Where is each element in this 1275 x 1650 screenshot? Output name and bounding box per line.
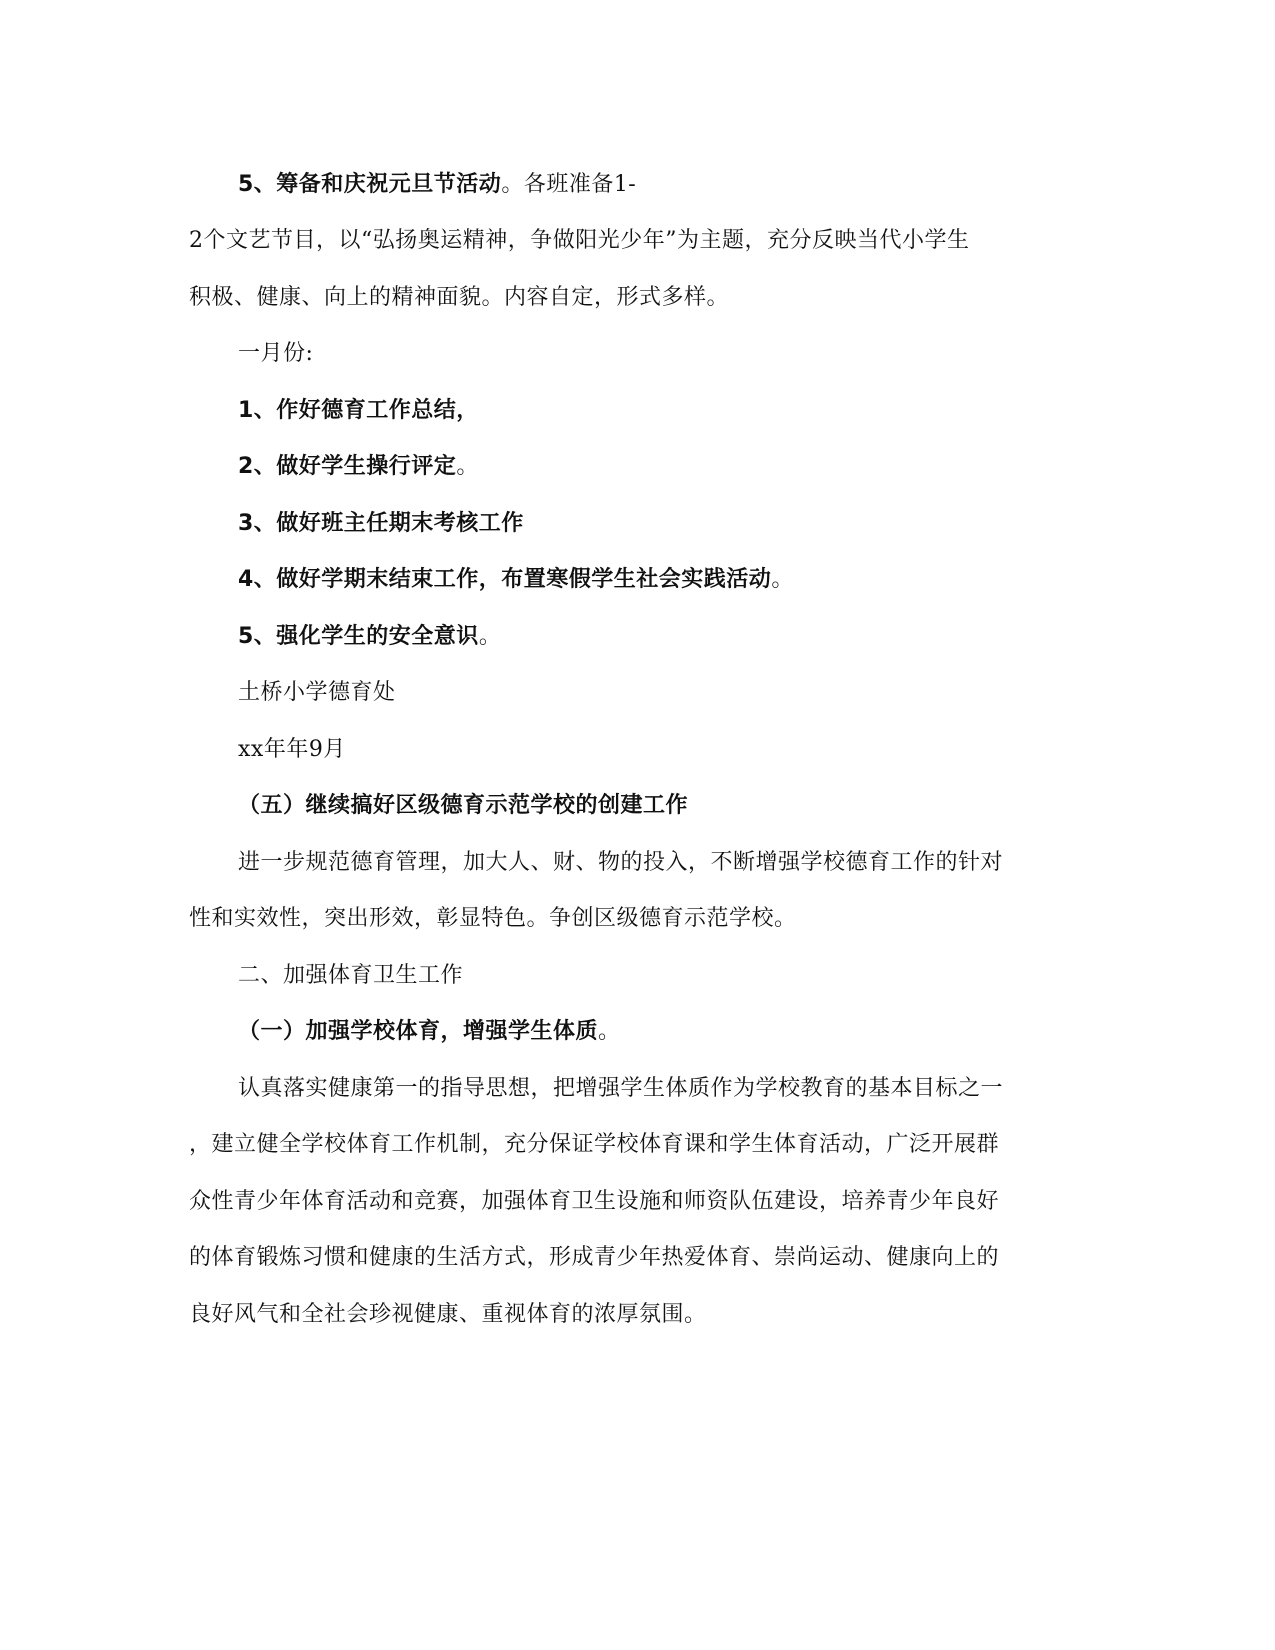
january-item-4-text: 4、做好学期末结束工作，布置寒假学生社会实践活动 bbox=[238, 567, 772, 592]
newyear-item-title: 5、筹备和庆祝元旦节活动 bbox=[238, 172, 502, 197]
january-item-5 bbox=[238, 622, 501, 652]
part-2-paragraph-line-2: ，建立健全学校体育工作机制，充分保证学校体育课和学生体育活动，广泛开展群 bbox=[189, 1132, 1000, 1157]
newyear-item-text: 。各班准备1- bbox=[501, 172, 637, 197]
part-2-heading: 二、加强体育卫生工作 bbox=[238, 963, 464, 988]
january-item-2-text: 2、做好学生操行评定 bbox=[238, 454, 457, 479]
newyear-item-line bbox=[238, 170, 636, 200]
newyear-item-continuation-2: 积极、健康、向上的精神面貌。内容自定，形式多样。 bbox=[189, 285, 730, 310]
january-item-2 bbox=[238, 452, 479, 482]
january-item-4-punct: 。 bbox=[771, 567, 794, 592]
part-2-paragraph-line-3: 众性青少年体育活动和竞赛，加强体育卫生设施和师资队伍建设，培养青少年良好 bbox=[189, 1189, 1000, 1214]
newyear-item-continuation-1: 2个文艺节目，以“弘扬奥运精神，争做阳光少年”为主题，充分反映当代小学生 bbox=[189, 228, 970, 253]
january-item-5-punct: 。 bbox=[478, 624, 502, 649]
signature-date: xx年年9月 bbox=[238, 737, 346, 762]
section-5-paragraph-line-2: 性和实效性，突出形效，彰显特色。争创区级德育示范学校。 bbox=[189, 906, 797, 931]
part-2-subheading-1-text: （一）加强学校体育，增强学生体质 bbox=[238, 1019, 599, 1044]
section-5-heading: （五）继续搞好区级德育示范学校的创建工作 bbox=[238, 793, 689, 818]
january-item-3: 3、做好班主任期末考核工作 bbox=[238, 511, 524, 536]
part-2-paragraph-line-4: 的体育锻炼习惯和健康的生活方式，形成青少年热爱体育、崇尚运动、健康向上的 bbox=[189, 1245, 1000, 1270]
part-2-subheading-1 bbox=[238, 1017, 621, 1047]
section-5-paragraph-line-1: 进一步规范德育管理，加大人、财、物的投入，不断增强学校德育工作的针对 bbox=[238, 850, 1004, 875]
january-item-4 bbox=[238, 565, 794, 595]
january-item-1: 1、作好德育工作总结， bbox=[238, 398, 479, 423]
part-2-paragraph-line-5: 良好风气和全社会珍视健康、重视体育的浓厚氛围。 bbox=[189, 1302, 707, 1327]
signature-organization: 土桥小学德育处 bbox=[238, 680, 396, 705]
january-item-2-punct: 。 bbox=[456, 454, 479, 479]
part-2-subheading-1-punct: 。 bbox=[598, 1019, 621, 1044]
january-heading: 一月份: bbox=[238, 341, 314, 366]
january-item-5-text: 5、强化学生的安全意识 bbox=[238, 624, 479, 649]
part-2-paragraph-line-1: 认真落实健康第一的指导思想，把增强学生体质作为学校教育的基本目标之一 bbox=[238, 1076, 1004, 1101]
